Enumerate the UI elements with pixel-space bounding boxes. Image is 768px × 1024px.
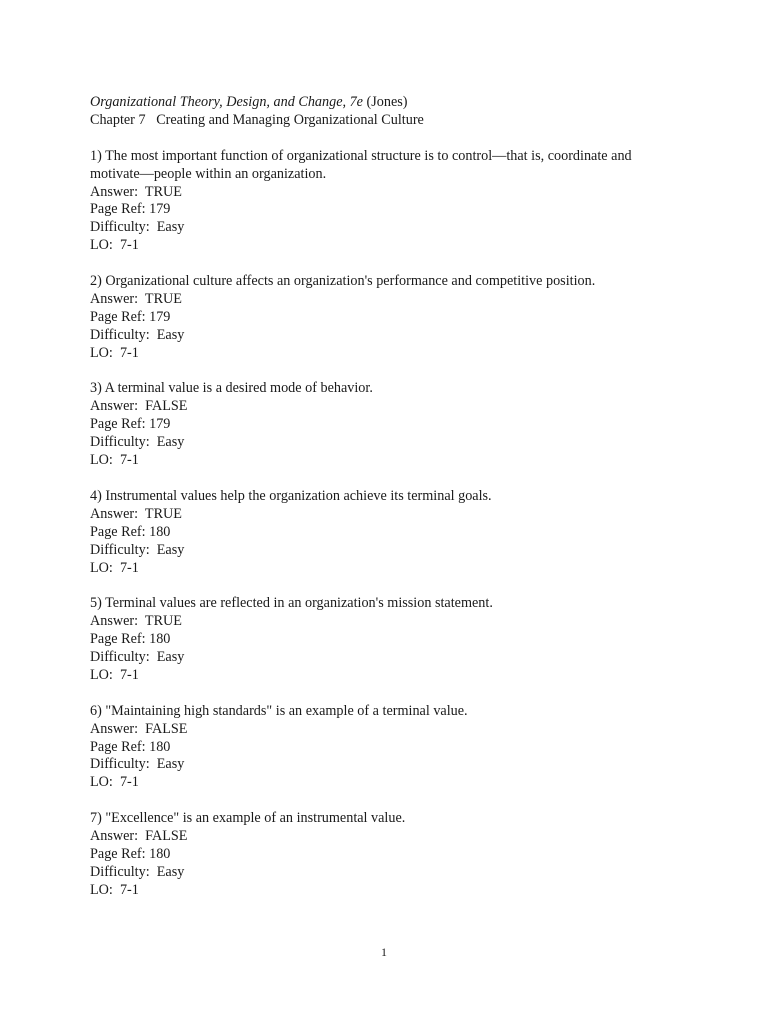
question-page-ref: Page Ref: 179 <box>90 308 171 325</box>
question-text: 4) Instrumental values help the organization achieve its terminal goals. <box>90 487 492 504</box>
question-answer: Answer: FALSE <box>90 720 188 737</box>
question-text: 7) "Excellence" is an example of an instrumental value. <box>90 810 406 827</box>
question-text: 1) The most important function of organizational structure is to control—that is, coordinate and <box>90 147 632 164</box>
question-page-ref: Page Ref: 179 <box>90 201 171 218</box>
question-list <box>90 148 690 900</box>
question-lo: LO: 7-1 <box>90 344 139 361</box>
question-page-ref: Page Ref: 180 <box>90 523 171 540</box>
question-answer: Answer: TRUE <box>90 505 182 522</box>
question-text: 3) A terminal value is a desired mode of behavior. <box>90 380 373 397</box>
question-answer: Answer: TRUE <box>90 290 182 307</box>
question-answer: Answer: TRUE <box>90 183 182 200</box>
question-difficulty: Difficulty: Easy <box>90 541 185 558</box>
question-answer: Answer: FALSE <box>90 398 188 415</box>
document-page <box>90 94 690 900</box>
question-page-ref: Page Ref: 180 <box>90 738 171 755</box>
question-text: 5) Terminal values are reflected in an organization's mission statement. <box>90 595 493 612</box>
question-difficulty: Difficulty: Easy <box>90 649 185 666</box>
book-header <box>90 94 690 112</box>
book-title: Organizational Theory, Design, and Change, 7e <box>90 94 363 110</box>
question-page-ref: Page Ref: 179 <box>90 416 171 433</box>
question-lo: LO: 7-1 <box>90 559 139 576</box>
question-item <box>90 380 690 470</box>
question-lo: LO: 7-1 <box>90 237 139 254</box>
question-page-ref: Page Ref: 180 <box>90 845 171 862</box>
question-difficulty: Difficulty: Easy <box>90 863 185 880</box>
question-text: 2) Organizational culture affects an organization's performance and competitive position. <box>90 273 596 290</box>
question-answer: Answer: TRUE <box>90 613 182 630</box>
question-item <box>90 703 690 793</box>
question-item <box>90 148 690 255</box>
question-difficulty: Difficulty: Easy <box>90 756 185 773</box>
question-lo: LO: 7-1 <box>90 666 139 683</box>
question-text: motivate—people within an organization. <box>90 165 327 182</box>
question-item <box>90 488 690 578</box>
question-lo: LO: 7-1 <box>90 881 139 898</box>
question-lo: LO: 7-1 <box>90 774 139 791</box>
question-answer: Answer: FALSE <box>90 828 188 845</box>
question-text: 6) "Maintaining high standards" is an example of a terminal value. <box>90 702 468 719</box>
question-item <box>90 810 690 900</box>
question-difficulty: Difficulty: Easy <box>90 434 185 451</box>
question-difficulty: Difficulty: Easy <box>90 326 185 343</box>
question-difficulty: Difficulty: Easy <box>90 219 185 236</box>
book-author: (Jones) <box>366 94 408 110</box>
question-page-ref: Page Ref: 180 <box>90 631 171 648</box>
question-item <box>90 595 690 685</box>
page-number: 1 <box>381 945 387 959</box>
chapter-title: Chapter 7 Creating and Managing Organizational Culture <box>90 111 424 128</box>
question-lo: LO: 7-1 <box>90 452 139 469</box>
question-item <box>90 273 690 363</box>
